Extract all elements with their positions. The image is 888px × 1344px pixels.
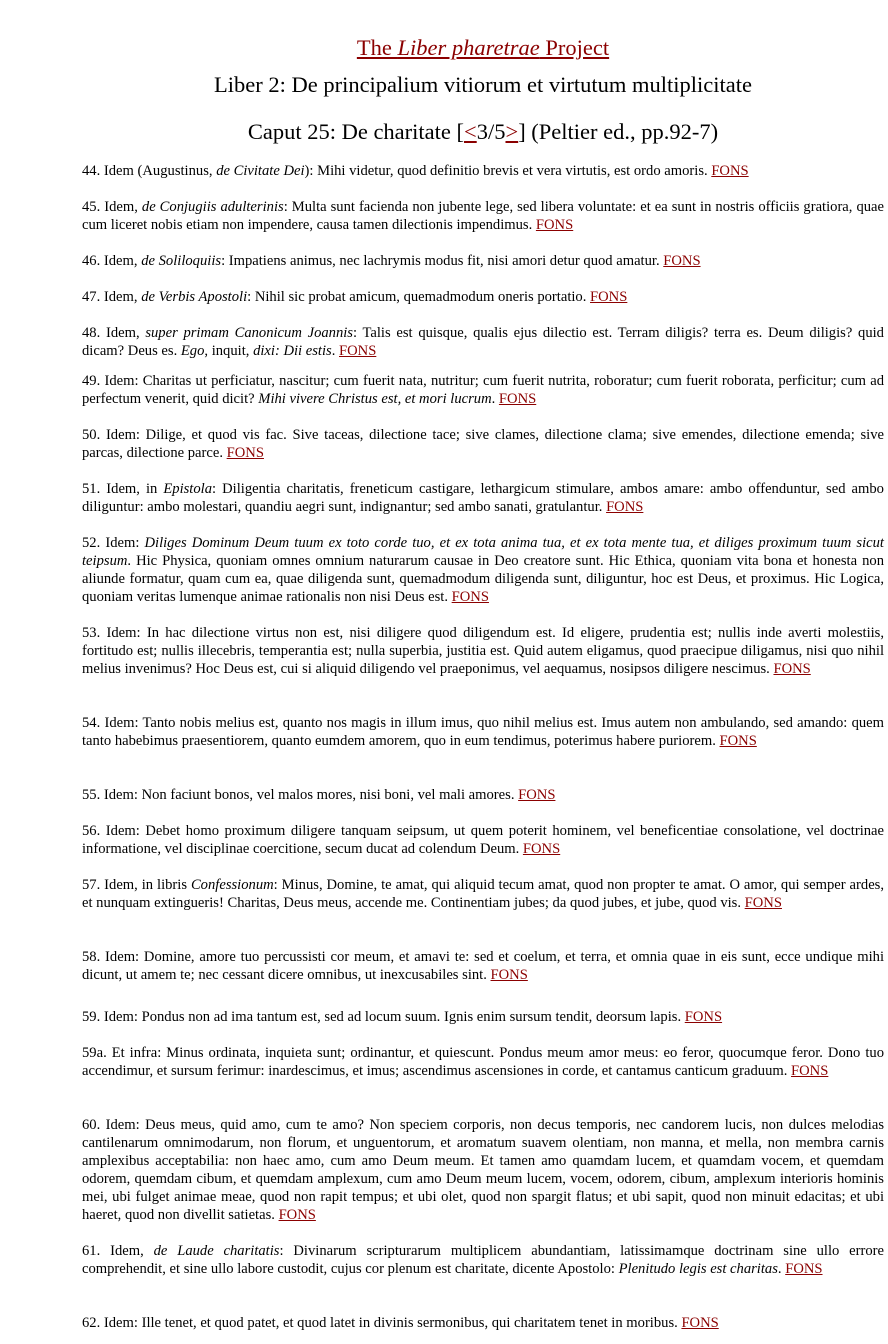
fons-link[interactable]: FONS — [226, 445, 264, 461]
entry-60: 60. Idem: Deus meus, quid amo, cum te amo? Non speciem corporis, non decus temporis, nec candorem lucis, non dulces melodias cantilenarum omnimodarum, non florum, et unguentorum, et aromatum suavem olentiam, non manna, et mella, non membra carnis amplexibus acceptabilia: non haec amo, cum amo Deum meum. Et tamen amo quamdam lucem, et quamdam vocem, et quemdam odorem, quemdam cibum, et quemdam amplexum, cum amo Deum meum lucem, vocem, odorem, cibum, amplexum interioris hominis mei, ubi fulget animae meae, quod non rapit tempus; et ubi olet, quod non spargit flatus; et ubi sapit, quod non minuit edacitas; et ubi haeret, quod non divellit satietas. FONS — [82, 1117, 884, 1223]
fons-link[interactable]: FONS — [711, 163, 749, 179]
fons-link[interactable]: FONS — [785, 1261, 823, 1277]
fons-link[interactable]: FONS — [339, 343, 377, 359]
entry-47: 47. Idem, de Verbis Apostoli: Nihil sic probat amicum, quemadmodum oneris portatio. FONS — [82, 289, 628, 305]
fons-link[interactable]: FONS — [744, 895, 782, 911]
entry-53: 53. Idem: In hac dilectione virtus non est, nisi diligere quod diligendum est. Id eligere, prudentia est; nullis inde averti molestiis, fortitudo est; nullis illecebris, temperantia est; nulla superbia, justitia est. Quid autem eligamus, quod praecipue diligamus, nisi quo nihil melius invenimus? Hoc Deus est, cui si aliquid diligendo vel praeponimus, vel aequamus, nosipsos diligere nescimus. FONS — [82, 625, 884, 677]
chapter-heading: Caput 25: De charitate [<3/5>] (Peltier ed., pp.92-7) — [247, 119, 719, 144]
entry-62: 62. Idem: Ille tenet, et quod patet, et quod latet in divinis sermonibus, qui charitatem tenet in moribus. FONS — [82, 1315, 719, 1331]
project-title-link[interactable]: The Liber pharetrae Project — [356, 35, 610, 60]
entry-51: 51. Idem, in Epistola: Diligentia charitatis, freneticum castigare, lethargicum stimulare, ambos amare: ambo offenduntur, sed ambo diliguntur: ambo molestari, quandiu aegri sunt, indignantur; sed ambo sanati, gratulantur. FONS — [82, 481, 884, 515]
entry-44: 44. Idem (Augustinus, de Civitate Dei): Mihi videtur, quod definitio brevis et vera virtutis, est ordo amoris. FONS — [82, 163, 749, 179]
fons-link[interactable]: FONS — [278, 1207, 316, 1223]
entry-61: 61. Idem, de Laude charitatis: Divinarum scripturarum multiplicem abundantiam, latissimamque doctrinam sine ullo errore comprehendit, et sine ullo labore custodit, cujus cor plenum est charitate, dicente Apostolo: Plenitudo legis est charitas. FONS — [82, 1243, 884, 1277]
fons-link[interactable]: FONS — [791, 1063, 829, 1079]
entry-50: 50. Idem: Dilige, et quod vis fac. Sive taceas, dilectione tace; sive clames, dilectione clama; sive emendes, dilectione emenda; sive parcas, dilectione parce. FONS — [82, 427, 884, 461]
fons-link[interactable]: FONS — [590, 289, 628, 305]
entry-45: 45. Idem, de Conjugiis adulterinis: Multa sunt facienda non jubente lege, sed libera voluntate: et ea sunt in nostris officiis gratiora, quae cum liceret nobis etiam non impendere, causa tamen dilectionis impendimus. FONS — [82, 199, 884, 233]
fons-link[interactable]: FONS — [518, 787, 556, 803]
fons-link[interactable]: FONS — [451, 589, 489, 605]
prev-chapter-link[interactable]: < — [464, 119, 477, 144]
entry-48: 48. Idem, super primam Canonicum Joannis: Talis est quisque, qualis ejus dilectio est. Terram diligis? terra es. Deum diligis? quid dicam? Deus es. Ego, inquit, dixi: Dii estis. FONS — [82, 325, 884, 359]
fons-link[interactable]: FONS — [606, 499, 644, 515]
fons-link[interactable]: FONS — [773, 661, 811, 677]
entry-56: 56. Idem: Debet homo proximum diligere tanquam seipsum, ut quem poterit hominem, vel beneficentiae consolatione, vel doctrinae informatione, vel disciplinae coercitione, secum ducat ad colendum Deum. FONS — [82, 823, 884, 857]
fons-link[interactable]: FONS — [490, 967, 528, 983]
fons-link[interactable]: FONS — [719, 733, 757, 749]
entry-59a: 59a. Et infra: Minus ordinata, inquieta sunt; ordinantur, et quiescunt. Pondus meum amor meus: eo feror, quocumque feror. Dono tuo accendimur, et sursum ferimur: inardescimus, et imus; ascendimus ascensiones in corde, et cantamus canticum graduum. FONS — [82, 1045, 884, 1079]
fons-link[interactable]: FONS — [535, 217, 574, 233]
entry-57: 57. Idem, in libris Confessionum: Minus, Domine, te amat, qui aliquid tecum amat, quod non propter te amat. O amor, qui semper ardes, et nunquam extingueris! Charitas, Deus meus, accende me. Continentiam jubes; da quod jubes, et jube, quod vis. FONS — [82, 877, 884, 911]
entry-55: 55. Idem: Non faciunt bonos, vel malos mores, nisi boni, vel mali amores. FONS — [82, 787, 556, 803]
fons-link[interactable]: FONS — [684, 1009, 723, 1025]
entry-52: 52. Idem: Diliges Dominum Deum tuum ex toto corde tuo, et ex tota anima tua, et ex tota mente tua, et diliges proximum tuum sicut teipsum. Hic Physica, quoniam omnes omnium naturarum causae in Deo creatore sunt. Hic Ethica, quoniam vita bona et honesta non aliunde formatur, quam cum ea, quae diligenda sunt, quemadmodum diligenda sunt, diliguntur, hoc est Deus, et proximus. Hic Logica, quoniam veritas lumenque animae rationalis non nisi Deus est. FONS — [82, 535, 884, 605]
entry-54: 54. Idem: Tanto nobis melius est, quanto nos magis in illum imus, quo nihil melius est. Imus autem non ambulando, sed amando: quem tanto habebimus praesentiorem, quanto eumdem amorem, quo in eum tendimus, poterimus habere puriorem. FONS — [82, 715, 884, 749]
fons-link[interactable]: FONS — [522, 841, 561, 857]
entry-46: 46. Idem, de Soliloquiis: Impatiens animus, nec lachrymis modus fit, nisi amori detur quod amatur. FONS — [82, 253, 701, 269]
entry-59: 59. Idem: Pondus non ad ima tantum est, sed ad locum suum. Ignis enim sursum tendit, deorsum lapis. FONS — [82, 1009, 723, 1025]
fons-link[interactable]: FONS — [498, 391, 537, 407]
next-chapter-link[interactable]: > — [505, 119, 519, 144]
entry-58: 58. Idem: Domine, amore tuo percussisti cor meum, et amavi te: sed et coelum, et terra, et omnia quae in eis sunt, ecce undique mihi dicunt, ut amem te; nec cessant dicere omnibus, ut inexcusabiles sint. FONS — [82, 949, 884, 983]
entry-49: 49. Idem: Charitas ut perficiatur, nascitur; cum fuerit nata, nutritur; cum fuerit nutrita, roboratur; cum fuerit roborata, perficitur; cum ad perfectum venerit, quid dicit? Mihi vivere Christus est, et mori lucrum. FONS — [82, 373, 884, 407]
fons-link[interactable]: FONS — [663, 253, 701, 269]
fons-link[interactable]: FONS — [681, 1315, 719, 1331]
book-title: Liber 2: De principalium vitiorum et virtutum multiplicitate — [213, 72, 752, 97]
